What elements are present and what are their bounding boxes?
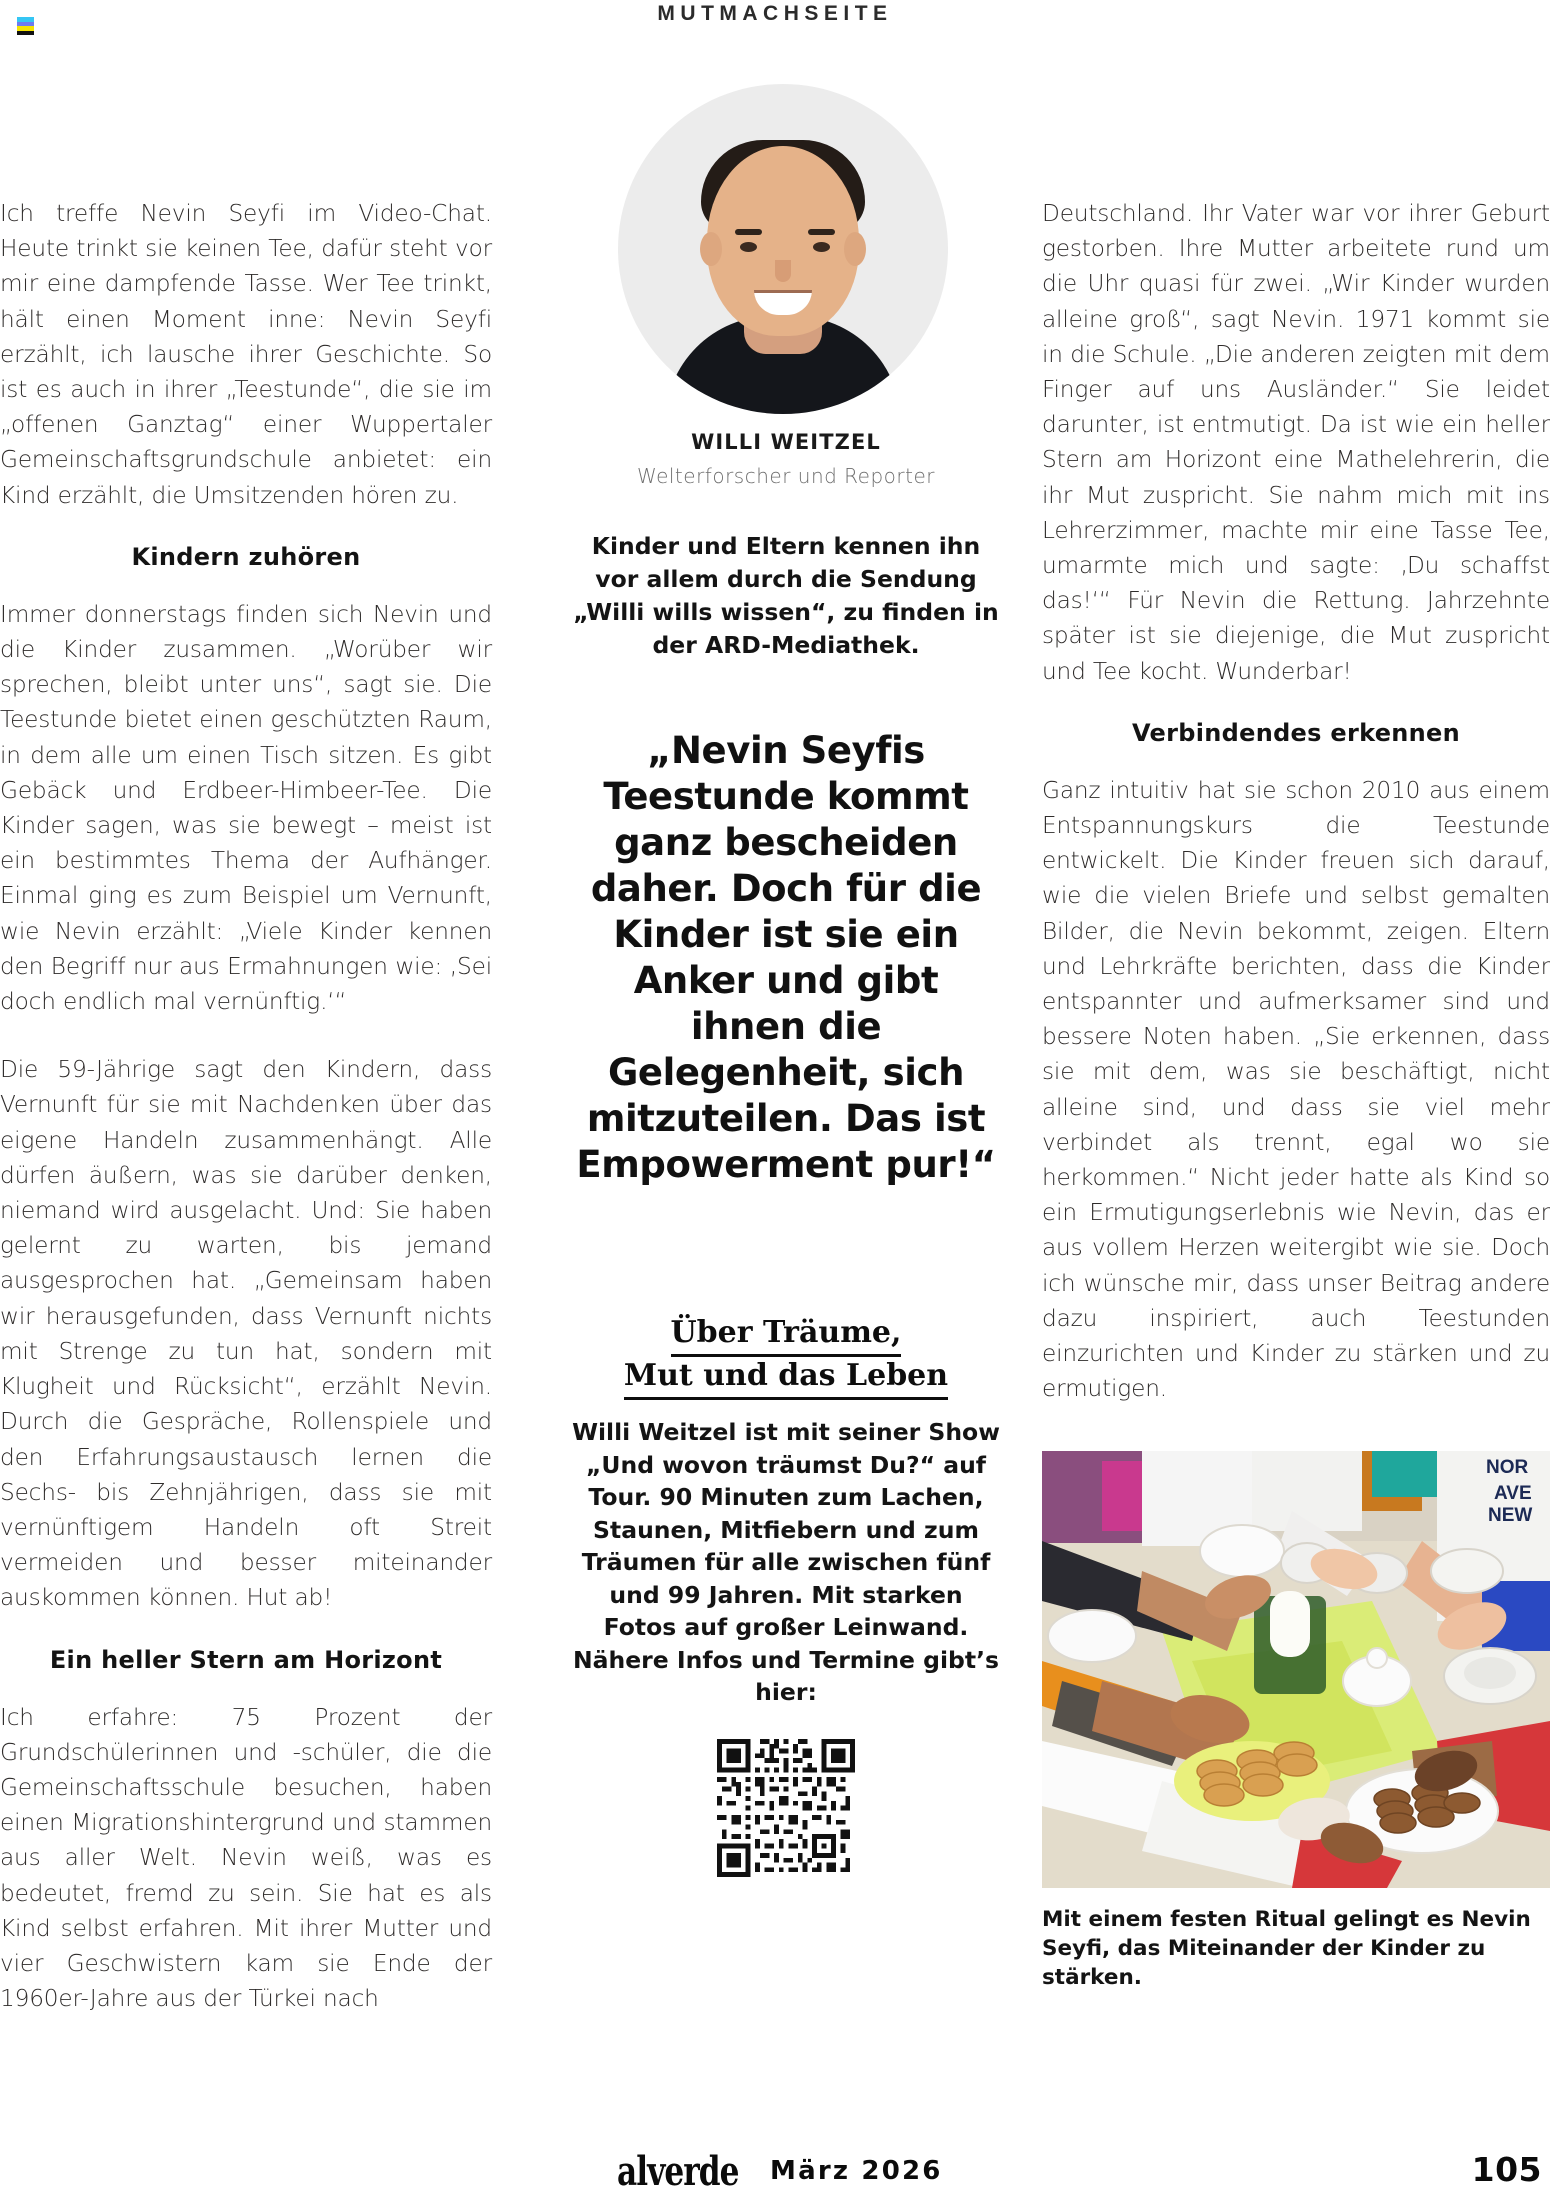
subhead-verbindendes-erkennen: Verbindendes erkennen — [1131, 718, 1461, 747]
teatime-photo — [1042, 1451, 1550, 1888]
svg-text:AVE: AVE — [1494, 1482, 1532, 1504]
author-blurb: Kinder und Eltern kennen ihn vor allem durch die Sendung „Willi wills wissen“, zu finden in der ARD-Mediathek. — [573, 532, 999, 659]
tour-title-line-1: Über Träume, — [671, 1314, 902, 1357]
middle-column — [572, 430, 1000, 1877]
left-paragraph-3: Die 59-Jährige sagt den Kindern, dass Vernunft für sie mit Nachdenken über das eigene Handeln zusammenhängt. Alle dürfen äußern, was sie darüber denken, niemand wird ausgelacht. Und: Sie haben gelernt zu warten, bis jemand ausgesprochen hat. „Gemeinsam haben wir herausgefunden, dass Vernunft nichts mit Strenge zu tun hat, sondern mit Klugheit und Rücksicht“, erzählt Nevin. Durch die Gespräche, Rollenspiele und den Erfahrungsaustausch lernen die Sechs- bis Zehnjährigen, dass sie mit vernünftigem Handeln oft Streit vermeiden und besser miteinander auskommen können. Hut ab! — [0, 1056, 492, 1612]
tour-box-title — [572, 1314, 1000, 1400]
svg-text:NOR: NOR — [1486, 1456, 1529, 1478]
photo-caption: Mit einem festen Ritual gelingt es Nevin Seyfi, das Miteinander der Kinder zu stärken. — [1042, 1906, 1531, 1990]
pull-quote: „Nevin Seyfis Teestunde kommt ganz bescheiden daher. Doch für die Kinder ist sie ein Anker und gibt ihnen die Gelegenheit, sich mitzuteilen. Das ist Empowerment pur!“ — [576, 729, 996, 1186]
author-name: WILLI WEITZEL — [691, 430, 881, 454]
right-paragraph-2: Ganz intuitiv hat sie schon 2010 aus einem Entspannungskurs die Teestunde entwickelt. Die Kinder freuen sich darauf, wie die vielen Briefe und selbst gemalten Bilder, die Nevin bekommt, zeigen. Eltern und Lehrkräfte berichten, dass die Kinder entspannter und aufmerksamer sind und bessere Noten haben. „Sie erkennen, dass sie mit dem, was sie beschäftigt, nicht alleine sind, und dass sie viel mehr verbindet als trennt, egal wo sie herkommen.“ Nicht jeder hatte als Kind so ein Ermutigungserlebnis wie Nevin, das er aus vollem Herzen weitergibt wie sie. Doch ich wünsche mir, dass unser Beitrag andere dazu inspiriert, auch Teestunden einzurichten und Kinder zu stärken und zu ermutigen. — [1042, 776, 1550, 1403]
author-portrait — [618, 84, 948, 414]
portrait-eye-right — [813, 242, 830, 252]
magazine-logo: alverde — [617, 2148, 739, 2195]
left-column — [0, 196, 492, 2016]
page-number: 105 — [1471, 2150, 1542, 2189]
portrait-ear-right — [844, 232, 866, 266]
portrait-ear-left — [700, 232, 722, 266]
portrait-eye-left — [740, 242, 757, 252]
tour-info-box — [572, 1314, 1000, 1877]
teatime-photo-svg — [1042, 1451, 1550, 1888]
left-paragraph-4: Ich erfahre: 75 Prozent der Grundschülerinnen und -schüler, die die Gemeinschaftsschule besuchen, haben einen Migrationshintergrund und stammen aus aller Welt. Nevin weiß, was es bedeutet, fremd zu sein. Sie hat es als Kind selbst erfahren. Mit ihrer Mutter und vier Geschwistern kam sie Ende der 1960er-Jahre aus der Türkei nach — [0, 1703, 492, 2013]
right-column — [1042, 196, 1550, 1992]
author-role: Welterforscher und Reporter — [636, 464, 936, 488]
qr-code-svg — [717, 1739, 855, 1877]
qr-code-icon[interactable] — [717, 1739, 855, 1877]
right-paragraph-1: Deutschland. Ihr Vater war vor ihrer Geburt gestorben. Ihre Mutter arbeitete rund um die Uhr quasi für zwei. „Wir Kinder wurden alleine groß“, sagt Nevin. 1971 kommt sie in die Schule. „Die anderen zeigten mit dem Finger auf uns Ausländer.“ Sie leidet darunter, ist entmutigt. Da ist wie ein heller Stern am Horizont eine Mathelehrerin, die ihr Mut zuspricht. Sie nahm mich mit ins Lehrerzimmer, machte mir eine Tasse Tee, umarmte mich und sagte: ‚Du schaffst das!‘“ Für Nevin die Rettung. Jahrzehnte später ist sie diejenige, die Mut zuspricht und Tee kocht. Wunderbar! — [1042, 200, 1550, 685]
subhead-kindern-zuhoeren: Kindern zuhören — [131, 542, 361, 571]
left-paragraph-1: Ich treffe Nevin Seyfi im Video-Chat. Heute trinkt sie keinen Tee, dafür steht vor mir eine dampfende Tasse. Wer Tee trinkt, hält einen Moment inne: Nevin Seyfi erzählt, ich lausche ihrer Geschichte. So ist es auch in ihrer „Teestunde“, die sie im „offenen Ganztag“ einer Wuppertaler Gemeinschaftsgrundschule anbietet: ein Kind erzählt, die Umsitzenden hören zu. — [0, 200, 492, 509]
portrait-nose — [775, 260, 791, 282]
portrait-eyebrow-right — [808, 229, 835, 235]
svg-text:NEW: NEW — [1488, 1504, 1533, 1526]
portrait-circle-background — [618, 84, 948, 414]
issue-date: März 2026 — [770, 2156, 943, 2186]
portrait-eyebrow-left — [735, 229, 762, 235]
left-paragraph-2: Immer donnerstags finden sich Nevin und die Kinder zusammen. „Worüber wir sprechen, bleibt unter uns“, sagt sie. Die Teestunde bietet einen geschützten Raum, in dem alle um einen Tisch sitzen. Es gibt Gebäck und Erdbeer-Himbeer-Tee. Die Kinder sagen, was sie bewegt – meist ist ein bestimmtes Thema der Aufhänger. Einmal ging es zum Beispiel um Vernunft, wie Nevin erzählt: „Viele Kinder kennen den Begriff nur aus Ermahnungen wie: ‚Sei doch endlich mal vernünftig.‘“ — [0, 600, 492, 1016]
subhead-heller-stern: Ein heller Stern am Horizont — [49, 1645, 443, 1674]
page-kicker: MUTMACHSEITE — [657, 2, 893, 25]
tour-title-line-2: Mut und das Leben — [624, 1357, 948, 1400]
tour-box-text: Willi Weitzel ist mit seiner Show „Und wovon träumst Du?“ auf Tour. 90 Minuten zum Lachen, Staunen, Mitfiebern und zum Träumen für alle zwischen fünf und 99 Jahren. Mit starken Fotos auf großer Leinwand. Nähere Infos und Termine gibt’s hier: — [572, 1418, 1000, 1706]
